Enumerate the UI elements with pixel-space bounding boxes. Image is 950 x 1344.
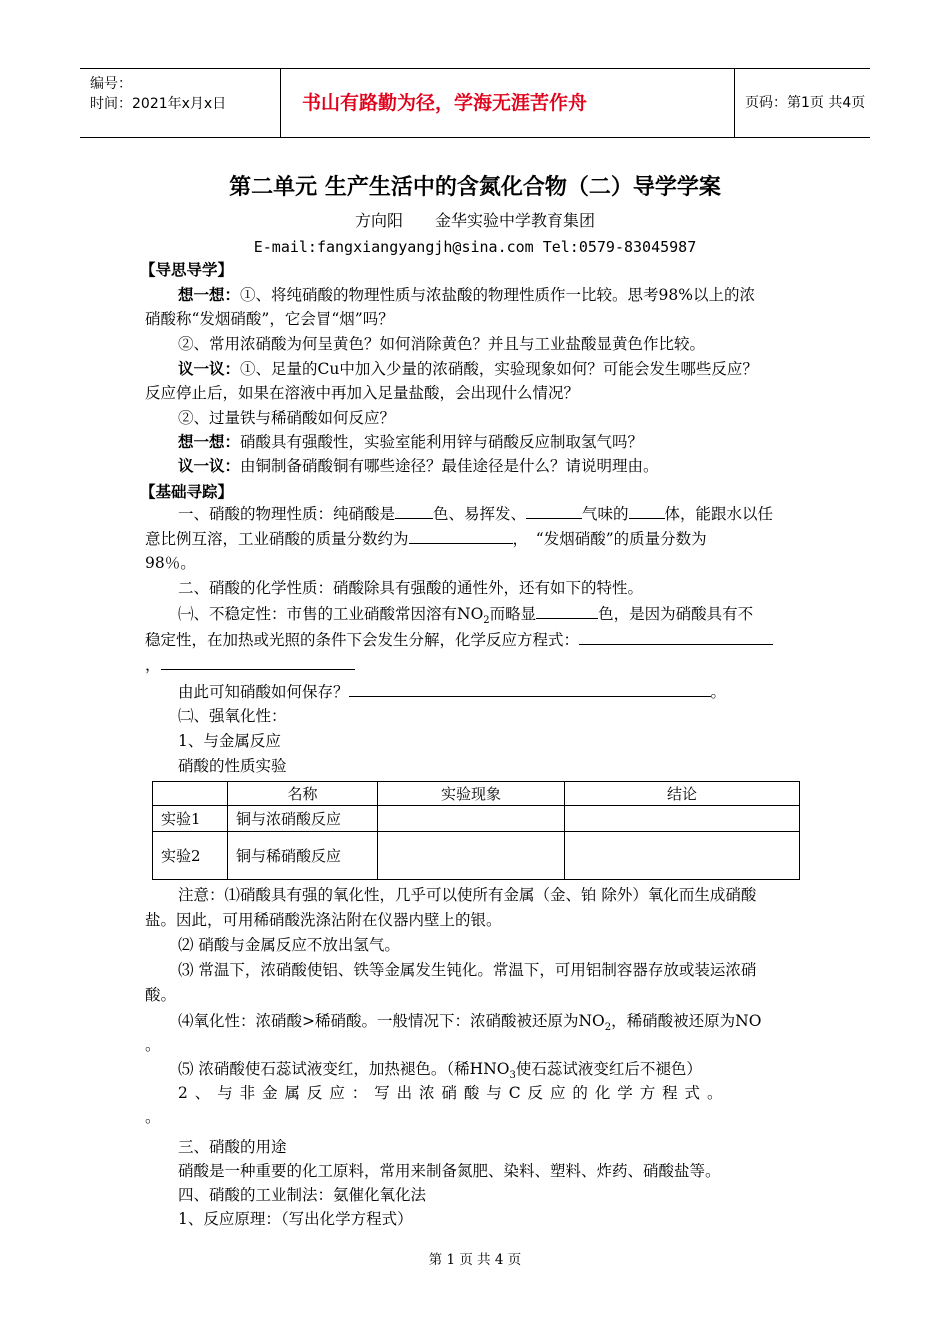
section-heading-guide: 【导思导学】 xyxy=(140,261,234,279)
think1-line-b: 硝酸称“发烟硝酸”，它会冒“烟”吗？ xyxy=(145,310,394,328)
table-cell-phenomenon[interactable] xyxy=(378,832,565,880)
header-meta-cell xyxy=(80,69,281,137)
blank-equation-2[interactable] xyxy=(161,653,355,670)
table-cell: 实验1 xyxy=(153,806,228,832)
note3-line-b: 酸。 xyxy=(145,986,177,1004)
blank-tint[interactable] xyxy=(536,602,598,619)
note2-line: ⑵ 硝酸与金属反应不放出氢气。 xyxy=(178,936,400,954)
page-header xyxy=(80,68,870,138)
table-header-cell: 名称 xyxy=(228,782,378,806)
table-cell-phenomenon[interactable] xyxy=(378,806,565,832)
table-header-row xyxy=(153,782,800,806)
think2-label: 想一想： xyxy=(178,433,241,451)
oxidizing-heading: ㈡、强氧化性： xyxy=(178,707,287,725)
table-row xyxy=(153,832,800,880)
phys-line-b xyxy=(145,527,810,550)
note1-line-b: 盐。因此，可用稀硝酸洗涤沾附在仪器内壁上的银。 xyxy=(145,911,502,929)
note3-line-a: ⑶ 常温下，浓硝酸使铝、铁等金属发生钝化。常温下，可用铝制容器存放或装运浓硝 xyxy=(178,961,757,979)
chem-intro-line: 二、硝酸的化学性质：硝酸除具有强酸的通性外，还有如下的特性。 xyxy=(178,579,644,597)
note5-text-2: 使石蕊试液变红后不褪色） xyxy=(515,1060,702,1078)
think2-line xyxy=(178,431,843,453)
table-cell-conclusion[interactable] xyxy=(565,806,800,832)
note4-text-1: ⑷氧化性：浓硝酸>稀硝酸。一般情况下：浓硝酸被还原为NO xyxy=(178,1012,605,1030)
table-row xyxy=(153,806,800,832)
table-header-cell: 实验现象 xyxy=(378,782,565,806)
blank-storage[interactable] xyxy=(349,680,711,697)
experiment-table xyxy=(152,781,800,880)
instability-text-2: 而略显 xyxy=(489,605,537,623)
subscript-2: 2 xyxy=(604,1022,612,1034)
storage-end: 。 xyxy=(710,683,727,701)
author-line: 方向阳 金华实验中学教育集团 xyxy=(354,211,595,230)
phys-text-1: 一、硝酸的物理性质：纯硝酸是 xyxy=(178,505,396,523)
nonmetal-line-b: 。 xyxy=(145,1108,161,1126)
disc1-label: 议一议： xyxy=(178,360,241,378)
instability-text-1: ㈠、不稳定性：市售的工业硝酸常因溶有NO xyxy=(178,605,484,623)
disc1-line-c: ②、过量铁与稀硝酸如何反应？ xyxy=(178,409,396,427)
table-cell-conclusion[interactable] xyxy=(565,832,800,880)
storage-text: 由此可知硝酸如何保存？ xyxy=(178,683,349,701)
phys-text-4: 体，能跟水以任 xyxy=(664,505,774,523)
phys-line-a xyxy=(178,502,843,525)
table-header-cell xyxy=(153,782,228,806)
blank-state[interactable] xyxy=(629,502,665,519)
think2-text: 硝酸具有强酸性，实验室能利用锌与硝酸反应制取氢气吗？ xyxy=(240,433,644,451)
disc2-text: 由铜制备硝酸铜有哪些途径？最佳途径是什么？请说明理由。 xyxy=(240,457,659,475)
blank-equation[interactable] xyxy=(579,628,773,645)
disc1-line-a xyxy=(178,358,843,380)
phys-text-2: 色、易挥发、 xyxy=(433,505,527,523)
phys-text-6: ， “发烟硝酸”的质量分数为 xyxy=(512,530,707,548)
industrial-heading: 四、硝酸的工业制法：氨催化氧化法 xyxy=(178,1186,427,1204)
note5-text-1: ⑸ 浓硝酸使石蕊试液变红，加热褪色。（稀HNO xyxy=(178,1060,510,1078)
blank-color[interactable] xyxy=(395,502,433,519)
disc1-text-a: ①、足量的Cu中加入少量的浓硝酸，实验现象如何？可能会发生哪些反应？ xyxy=(240,360,758,378)
note4-text-2: ，稀硝酸被还原为NO xyxy=(611,1012,762,1030)
table-cell: 实验2 xyxy=(153,832,228,880)
instability-line-b xyxy=(145,628,810,651)
header-motto: 书山有路勤为径，学海无涯苦作舟 xyxy=(280,69,735,137)
blank-mass-fraction[interactable] xyxy=(409,527,513,544)
disc2-line xyxy=(178,455,843,477)
uses-text: 硝酸是一种重要的化工原料，常用来制备氮肥、染料、塑料、炸药、硝酸盐等。 xyxy=(178,1162,721,1180)
note4-line-b: 。 xyxy=(145,1036,161,1054)
disc1-line-b: 反应停止后，如果在溶液中再加入足量盐酸，会出现什么情况？ xyxy=(145,384,580,402)
storage-line xyxy=(178,680,843,703)
metal-reaction-heading: 1、与金属反应 xyxy=(178,732,281,750)
subscript-3: 3 xyxy=(509,1070,516,1082)
instability-line-c xyxy=(145,653,810,676)
subscript-2: 2 xyxy=(483,615,490,627)
think1-text-a: ①、将纯硝酸的物理性质与浓盐酸的物理性质作一比较。思考98%以上的浓 xyxy=(240,286,755,304)
note1-line-a: 注意：⑴硝酸具有强的氧化性，几乎可以使所有金属（金、铂 除外）氧化而生成硝酸 xyxy=(178,886,757,904)
think1-line-c: ②、常用浓硝酸为何呈黄色？如何消除黄色？并且与工业盐酸显黄色作比较。 xyxy=(178,335,706,353)
page-footer: 第 1 页 共 4 页 xyxy=(428,1252,522,1268)
page-title: 第二单元 生产生活中的含氮化合物（二）导学学案 xyxy=(229,175,721,200)
section-heading-basics: 【基础寻踪】 xyxy=(140,483,234,501)
instability-text-4: 稳定性，在加热或光照的条件下会发生分解，化学反应方程式： xyxy=(145,631,580,649)
table-header-cell: 结论 xyxy=(565,782,800,806)
experiment-caption: 硝酸的性质实验 xyxy=(178,757,287,775)
blank-smell[interactable] xyxy=(526,502,582,519)
think1-label: 想一想： xyxy=(178,286,241,304)
instability-text-3: 色，是因为硝酸具有不 xyxy=(598,605,754,623)
nonmetal-line: 2 、 与 非 金 属 反 应 ： 写 出 浓 硝 酸 与 C 反 应 的 化 学 方 程 式 。 xyxy=(178,1084,724,1102)
number-label: 编号： xyxy=(90,76,132,92)
phys-text-5: 意比例互溶，工业硝酸的质量分数约为 xyxy=(145,530,409,548)
think1-line-a xyxy=(178,284,843,306)
phys-text-3: 气味的 xyxy=(582,505,629,523)
disc2-label: 议一议： xyxy=(178,457,241,475)
contact-line: E-mail:fangxiangyangjh@sina.com Tel:0579-83045987 xyxy=(253,238,697,256)
table-cell: 铜与稀硝酸反应 xyxy=(228,832,378,880)
table-cell: 铜与浓硝酸反应 xyxy=(228,806,378,832)
uses-heading: 三、硝酸的用途 xyxy=(178,1138,287,1156)
time-label: 时间：2021年x月x日 xyxy=(90,96,227,112)
reaction-principle: 1、反应原理：（写出化学方程式） xyxy=(178,1210,413,1228)
phys-line-c: 98％。 xyxy=(145,554,196,572)
instability-text-5: ， xyxy=(145,656,161,674)
header-page-info: 页码：第1页 共4页 xyxy=(745,95,866,111)
